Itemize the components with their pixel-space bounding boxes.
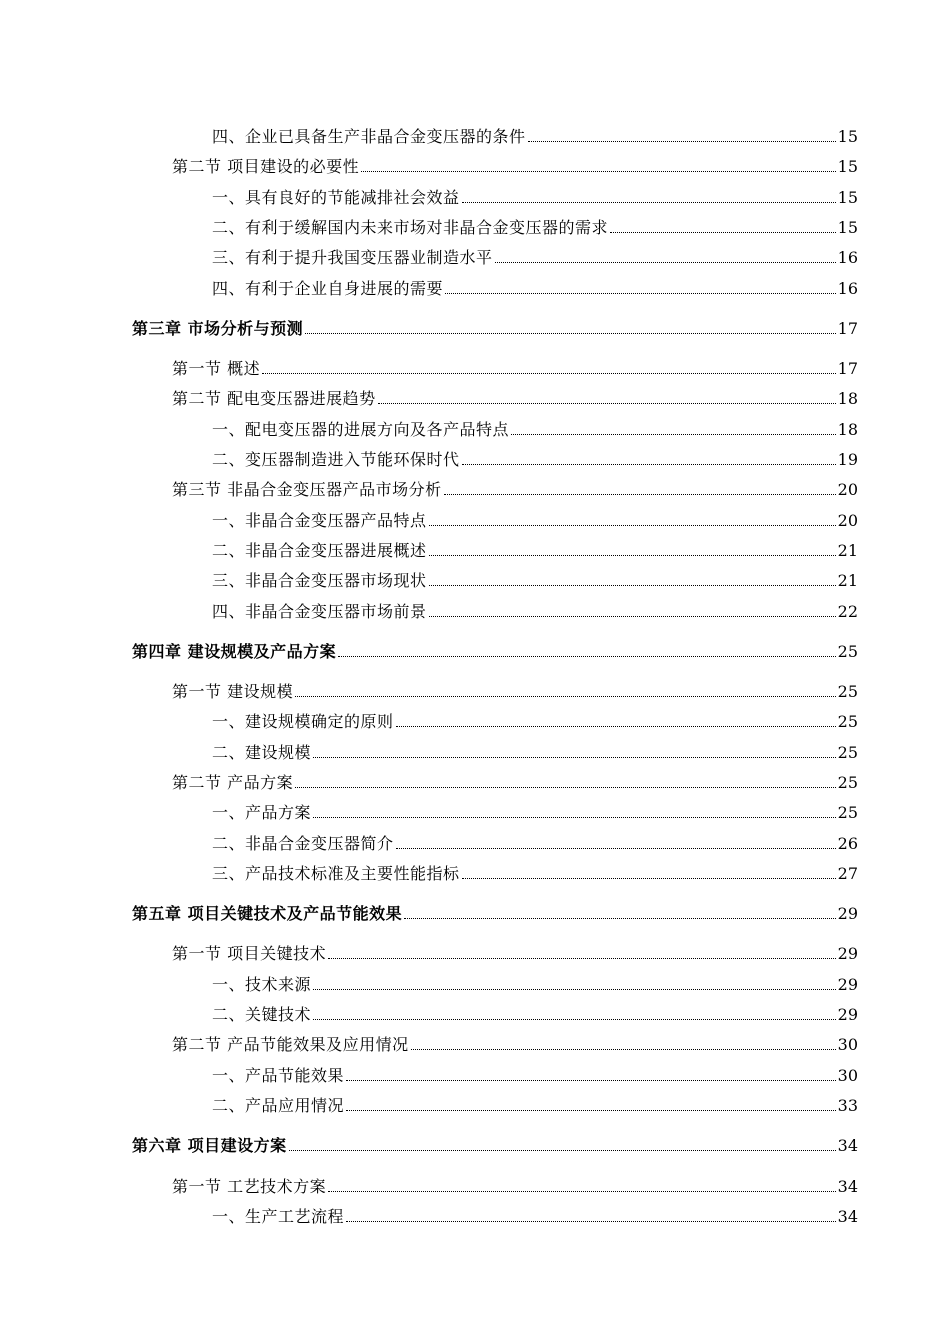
dot-leader <box>328 1191 836 1192</box>
dot-leader <box>429 525 836 526</box>
toc-entry-title: 二、非晶合金变压器简介 <box>212 834 394 853</box>
toc-entry-item[interactable] <box>212 1001 858 1025</box>
dot-leader <box>346 1221 836 1222</box>
dot-leader <box>378 403 836 404</box>
toc-entry-title: 第二节 配电变压器进展趋势 <box>172 389 376 408</box>
toc-entry-title: 一、配电变压器的进展方向及各产品特点 <box>212 420 510 439</box>
toc-page-number: 25 <box>837 803 858 822</box>
toc-entry-title: 第六章 项目建设方案 <box>132 1136 287 1155</box>
toc-entry-item[interactable] <box>212 830 858 854</box>
toc-entry-title: 一、具有良好的节能减排社会效益 <box>212 188 460 207</box>
toc-entry-title: 第一节 项目关键技术 <box>172 944 327 963</box>
toc-entry-item[interactable] <box>212 275 858 299</box>
dot-leader <box>495 262 836 263</box>
toc-entry-item[interactable] <box>212 537 858 561</box>
dot-leader <box>429 585 836 586</box>
toc-entry-item[interactable] <box>212 739 858 763</box>
dot-leader <box>313 817 836 818</box>
toc-entry-section[interactable] <box>172 678 858 702</box>
dot-leader <box>396 726 836 727</box>
toc-entry-item[interactable] <box>212 244 858 268</box>
toc-entry-title: 第一节 概述 <box>172 359 261 378</box>
toc-page-number: 21 <box>837 571 858 590</box>
dot-leader <box>404 918 836 919</box>
toc-entry-title: 二、有利于缓解国内未来市场对非晶合金变压器的需求 <box>212 218 609 237</box>
dot-leader <box>338 656 836 657</box>
toc-page-number: 25 <box>837 743 858 762</box>
toc-entry-title: 第四章 建设规模及产品方案 <box>132 642 337 661</box>
toc-entry-title: 四、有利于企业自身进展的需要 <box>212 279 444 298</box>
dot-leader <box>462 464 836 465</box>
toc-entry-section[interactable] <box>172 153 858 177</box>
dot-leader <box>361 171 836 172</box>
toc-entry-section[interactable] <box>172 1031 858 1055</box>
toc-entry-item[interactable] <box>212 1203 858 1227</box>
dot-leader <box>328 958 836 959</box>
toc-page-number: 26 <box>837 834 858 853</box>
toc-entry-title: 一、产品方案 <box>212 803 312 822</box>
toc-entry-title: 二、产品应用情况 <box>212 1096 345 1115</box>
toc-entry-title: 第二节 产品方案 <box>172 773 294 792</box>
toc-page-number: 15 <box>837 218 858 237</box>
toc-entry-title: 一、产品节能效果 <box>212 1066 345 1085</box>
toc-page-number: 34 <box>837 1136 858 1155</box>
dot-leader <box>295 787 836 788</box>
toc-page-number: 30 <box>837 1066 858 1085</box>
toc-page-number: 16 <box>837 248 858 267</box>
dot-leader <box>511 434 836 435</box>
toc-entry-item[interactable] <box>212 1092 858 1116</box>
toc-entry-item[interactable] <box>212 971 858 995</box>
toc-page-number: 29 <box>837 944 858 963</box>
toc-entry-item[interactable] <box>212 214 858 238</box>
toc-entry-title: 第三章 市场分析与预测 <box>132 319 304 338</box>
toc-entry-title: 第五章 项目关键技术及产品节能效果 <box>132 904 403 923</box>
dot-leader <box>445 293 836 294</box>
toc-page-number: 25 <box>837 682 858 701</box>
toc-page-number: 21 <box>837 541 858 560</box>
toc-page-number: 29 <box>837 1005 858 1024</box>
dot-leader <box>528 141 836 142</box>
toc-entry-item[interactable] <box>212 507 858 531</box>
toc-entry-section[interactable] <box>172 1173 858 1197</box>
toc-entry-item[interactable] <box>212 416 858 440</box>
toc-page-number: 22 <box>837 602 858 621</box>
dot-leader <box>313 1019 836 1020</box>
toc-entry-title: 二、关键技术 <box>212 1005 312 1024</box>
dot-leader <box>462 202 836 203</box>
toc-page-number: 17 <box>837 359 858 378</box>
toc-page-number: 16 <box>837 279 858 298</box>
dot-leader <box>305 333 836 334</box>
toc-entry-title: 二、建设规模 <box>212 743 312 762</box>
toc-entry-section[interactable] <box>172 355 858 379</box>
toc-entry-chapter[interactable] <box>132 315 858 339</box>
dot-leader <box>313 757 836 758</box>
toc-entry-title: 二、变压器制造进入节能环保时代 <box>212 450 460 469</box>
toc-page-number: 25 <box>837 642 858 661</box>
dot-leader <box>429 616 836 617</box>
toc-entry-title: 第二节 产品节能效果及应用情况 <box>172 1035 409 1054</box>
toc-page-number: 25 <box>837 712 858 731</box>
toc-entry-item[interactable] <box>212 184 858 208</box>
toc-page-number: 15 <box>837 188 858 207</box>
toc-page-number: 18 <box>837 389 858 408</box>
toc-entry-section[interactable] <box>172 940 858 964</box>
toc-page-number: 29 <box>837 975 858 994</box>
dot-leader <box>295 696 836 697</box>
toc-entry-title: 第二节 项目建设的必要性 <box>172 157 360 176</box>
toc-entry-item[interactable] <box>212 598 858 622</box>
toc-entry-item[interactable] <box>212 860 858 884</box>
dot-leader <box>610 232 836 233</box>
dot-leader <box>313 989 836 990</box>
toc-entry-chapter[interactable] <box>132 638 858 662</box>
toc-entry-item[interactable] <box>212 799 858 823</box>
toc-page-number: 20 <box>837 480 858 499</box>
toc-entry-title: 四、企业已具备生产非晶合金变压器的条件 <box>212 127 526 146</box>
dot-leader <box>346 1080 836 1081</box>
toc-entry-title: 一、技术来源 <box>212 975 312 994</box>
toc-entry-title: 第一节 工艺技术方案 <box>172 1177 327 1196</box>
dot-leader <box>396 848 836 849</box>
dot-leader <box>462 878 836 879</box>
toc-entry-title: 三、非晶合金变压器市场现状 <box>212 571 427 590</box>
toc-page-number: 15 <box>837 157 858 176</box>
toc-page-number: 20 <box>837 511 858 530</box>
dot-leader <box>411 1049 836 1050</box>
toc-entry-chapter[interactable] <box>132 900 858 924</box>
toc-entry-item[interactable] <box>212 123 858 147</box>
toc-entry-section[interactable] <box>172 476 858 500</box>
toc-page-number: 18 <box>837 420 858 439</box>
toc-entry-title: 第一节 建设规模 <box>172 682 294 701</box>
toc-entry-title: 四、非晶合金变压器市场前景 <box>212 602 427 621</box>
toc-entry-item[interactable] <box>212 1062 858 1086</box>
toc-page-number: 17 <box>837 319 858 338</box>
toc-entry-title: 第三节 非晶合金变压器产品市场分析 <box>172 480 442 499</box>
toc-entry-item[interactable] <box>212 708 858 732</box>
toc-entry-title: 一、建设规模确定的原则 <box>212 712 394 731</box>
toc-page-number: 15 <box>837 127 858 146</box>
toc-page-number: 34 <box>837 1207 858 1226</box>
toc-entry-item[interactable] <box>212 446 858 470</box>
dot-leader <box>346 1110 836 1111</box>
toc-page-number: 29 <box>837 904 858 923</box>
dot-leader <box>444 494 836 495</box>
dot-leader <box>262 373 836 374</box>
toc-entry-section[interactable] <box>172 769 858 793</box>
toc-page-number: 19 <box>837 450 858 469</box>
toc-entry-title: 一、生产工艺流程 <box>212 1207 345 1226</box>
toc-page-number: 33 <box>837 1096 858 1115</box>
toc-entry-title: 三、产品技术标准及主要性能指标 <box>212 864 460 883</box>
toc-page-number: 34 <box>837 1177 858 1196</box>
toc-entry-item[interactable] <box>212 567 858 591</box>
toc-page-number: 30 <box>837 1035 858 1054</box>
toc-entry-title: 三、有利于提升我国变压器业制造水平 <box>212 248 493 267</box>
toc-page-number: 27 <box>837 864 858 883</box>
toc-entry-chapter[interactable] <box>132 1132 858 1156</box>
toc-entry-title: 一、非晶合金变压器产品特点 <box>212 511 427 530</box>
dot-leader <box>429 555 836 556</box>
toc-page-number: 25 <box>837 773 858 792</box>
toc-entry-title: 二、非晶合金变压器进展概述 <box>212 541 427 560</box>
dot-leader <box>289 1150 836 1151</box>
toc-entry-section[interactable] <box>172 385 858 409</box>
